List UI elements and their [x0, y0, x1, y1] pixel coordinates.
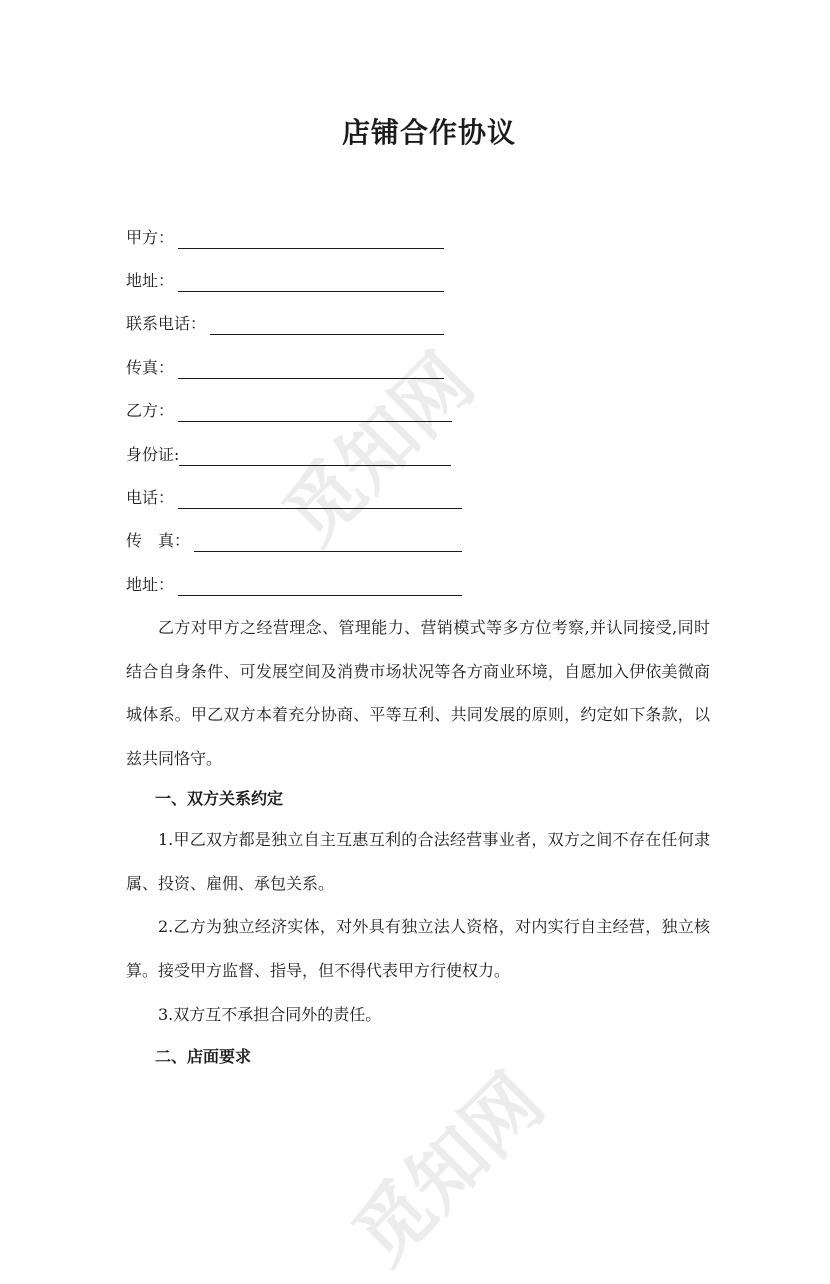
party-b-id-field	[126, 438, 451, 466]
fill-in-line[interactable]	[178, 401, 452, 422]
watermark-text: 觅知网	[266, 336, 491, 561]
fill-in-line[interactable]	[194, 531, 462, 552]
fill-in-line[interactable]	[210, 314, 444, 335]
field-label: 地址：	[126, 271, 175, 290]
fill-in-line[interactable]	[178, 488, 462, 509]
fill-in-line[interactable]	[179, 445, 451, 466]
section-heading: 一、双方关系约定	[155, 789, 284, 808]
field-label: 身份证:	[126, 445, 180, 464]
field-label: 乙方：	[126, 401, 175, 420]
section-heading: 二、店面要求	[155, 1047, 252, 1066]
watermark-text: 觅知网	[336, 1056, 561, 1281]
fill-in-line[interactable]	[178, 575, 462, 596]
party-b-field	[126, 394, 452, 422]
clause-paragraph: 2.乙方为独立经济实体，对外具有独立法人资格，对内实行自主经营，独立核算。接受甲方监督、指导，但不得代表甲方行使权力。	[126, 917, 710, 980]
document-title: 店铺合作协议	[341, 116, 516, 149]
field-label: 传 真：	[126, 531, 191, 550]
party-a-address-field	[126, 264, 444, 292]
party-b-phone-field	[126, 481, 462, 509]
field-label: 传真：	[126, 358, 175, 377]
party-a-field	[126, 221, 444, 249]
field-label: 甲方：	[126, 228, 175, 247]
clause-paragraph: 3.双方互不承担合同外的责任。	[158, 1005, 382, 1024]
field-label: 电话：	[126, 488, 175, 507]
field-label: 地址：	[126, 575, 175, 594]
party-a-phone-field	[126, 307, 444, 335]
field-label: 联系电话：	[126, 314, 207, 333]
fill-in-line[interactable]	[178, 228, 444, 249]
intro-paragraph: 乙方对甲方之经营理念、管理能力、营销模式等多方位考察,并认同接受,同时结合自身条件、可发展空间及消费市场状况等各方商业环境，自愿加入伊依美微商城体系。甲乙双方本着充分协商、平等互利、共同发展的原则，约定如下条款，以兹共同恪守。	[126, 618, 710, 769]
fill-in-line[interactable]	[178, 271, 444, 292]
fill-in-line[interactable]	[178, 358, 444, 379]
party-b-fax-field	[126, 524, 462, 552]
clause-paragraph: 1.甲乙双方都是独立自主互惠互利的合法经营事业者，双方之间不存在任何隶属、投资、雇佣、承包关系。	[126, 830, 710, 893]
party-a-fax-field	[126, 351, 444, 379]
party-b-address-field	[126, 568, 462, 596]
